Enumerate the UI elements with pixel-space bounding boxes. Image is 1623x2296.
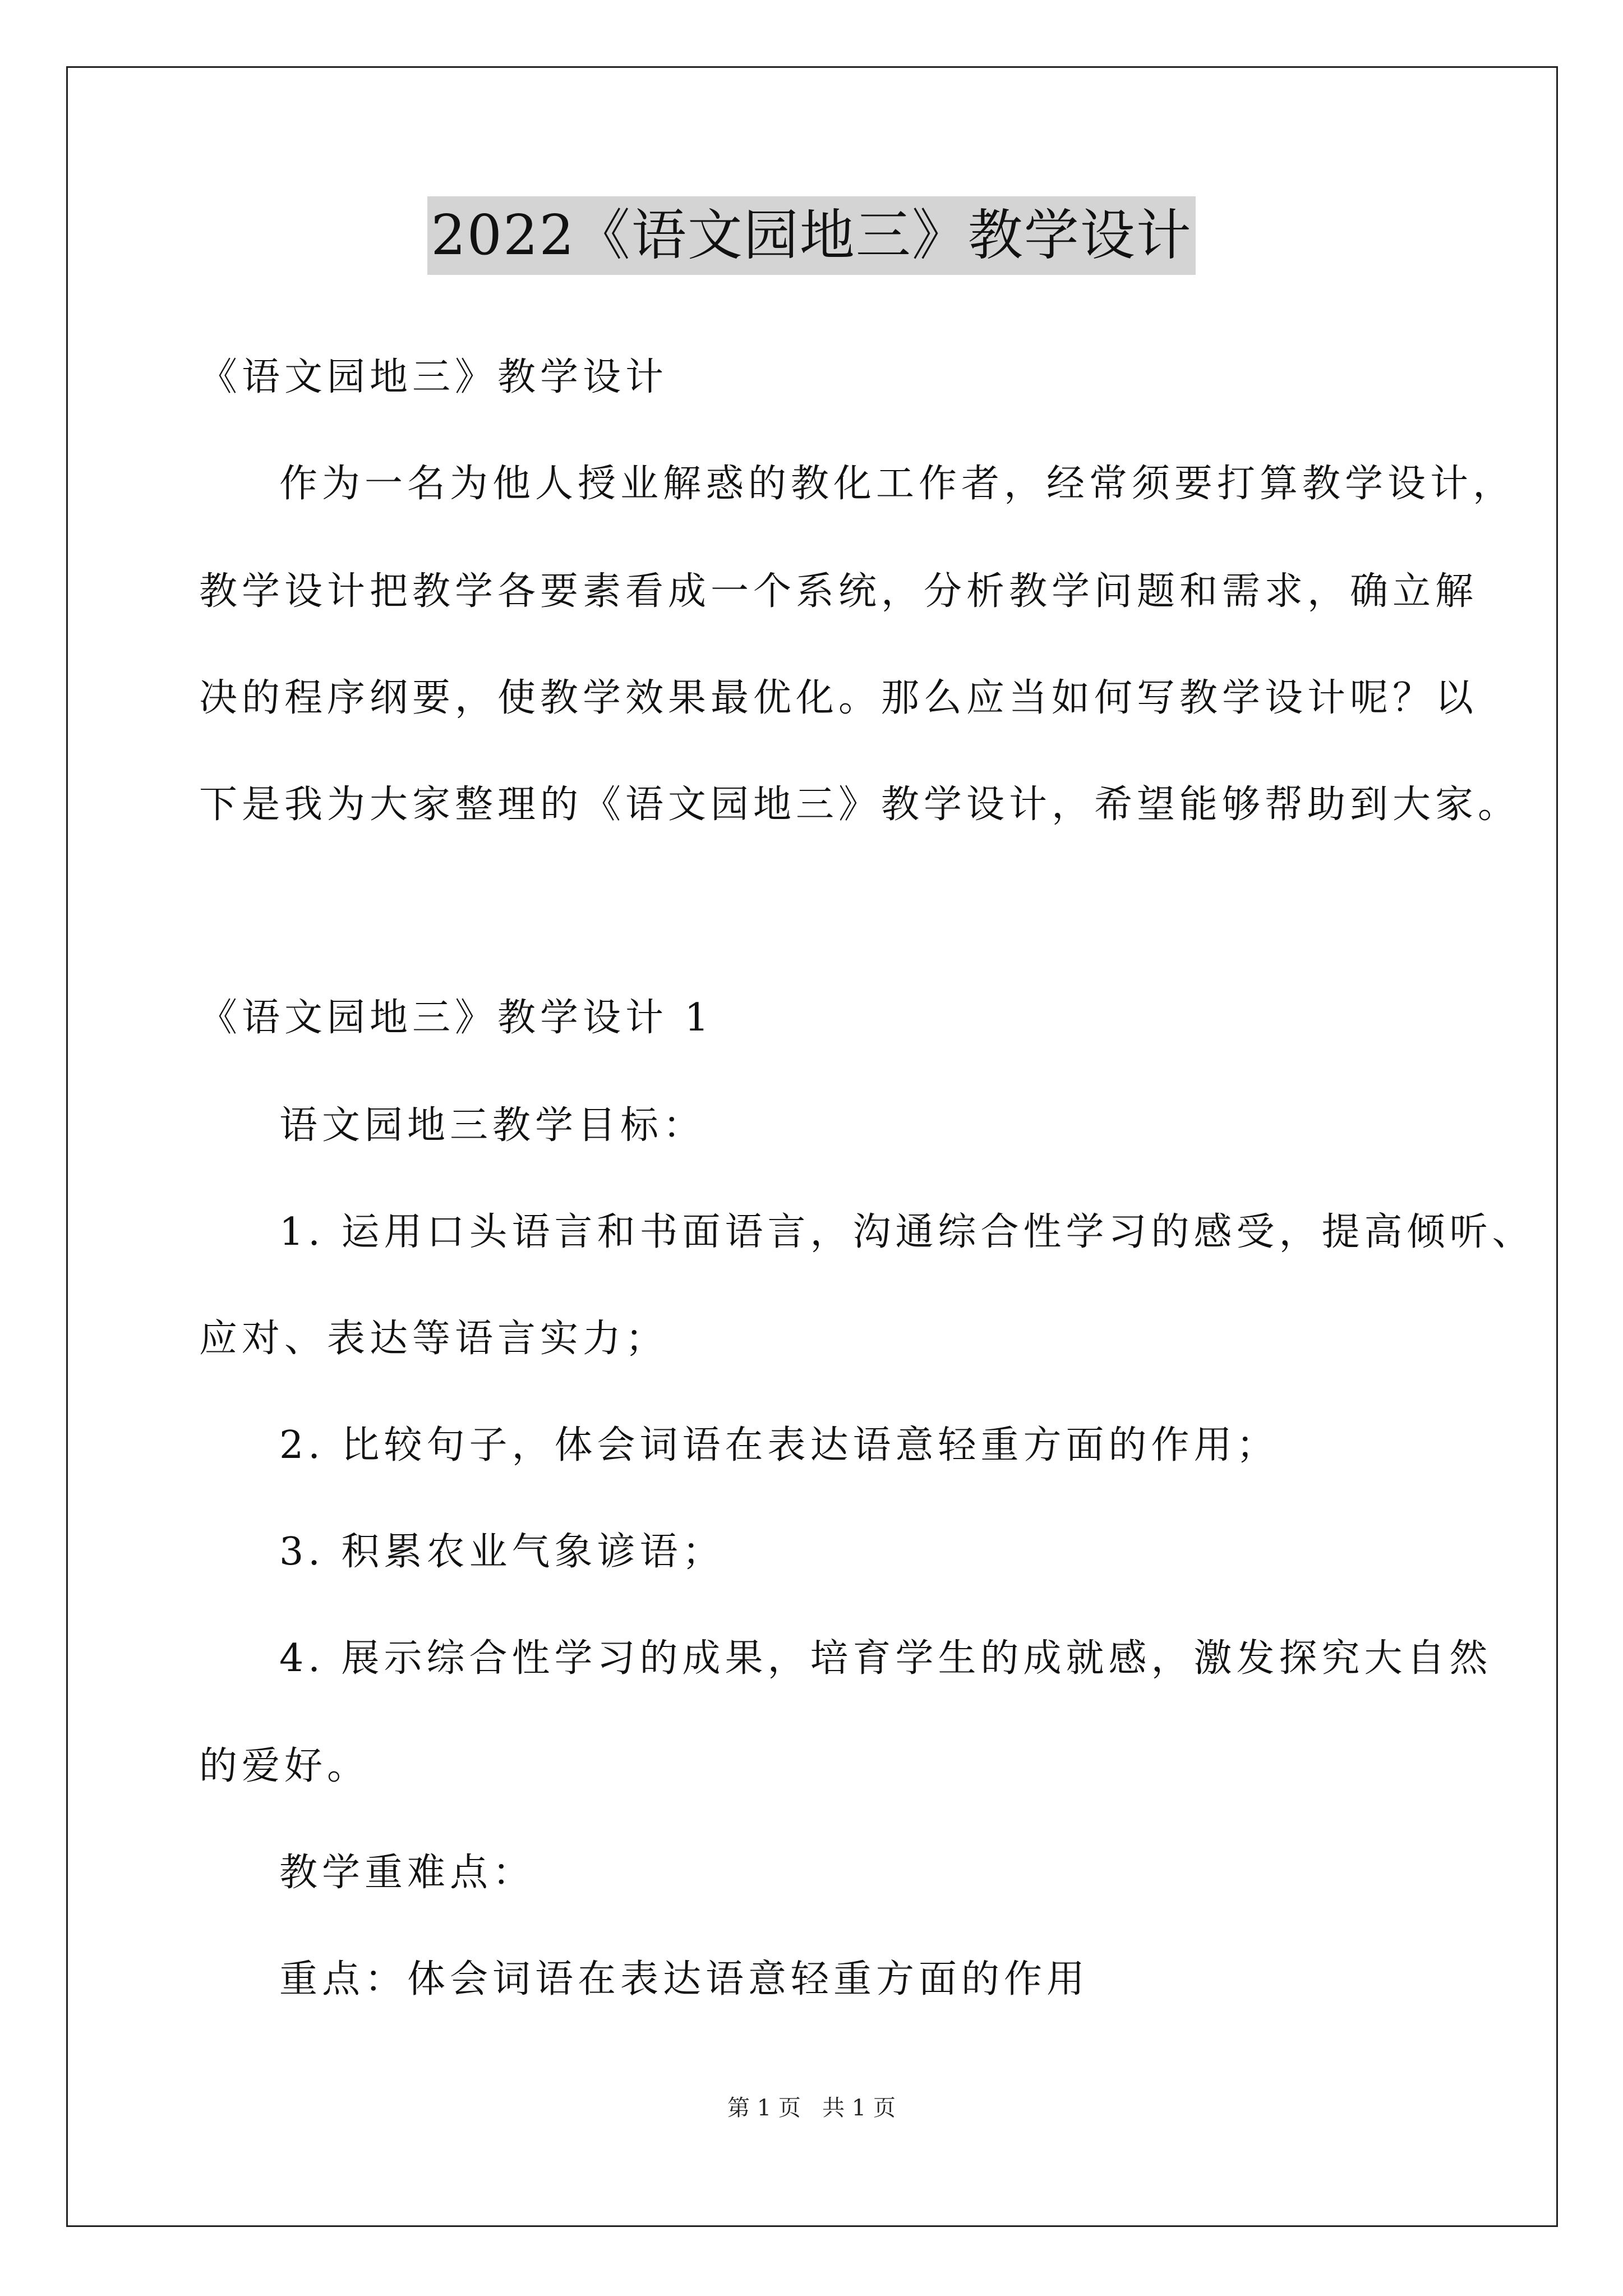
objective-1-line-2: 应对、表达等语言实力； <box>199 1317 668 1361</box>
objective-4-line-2: 的爱好。 <box>199 1744 370 1788</box>
document-title: 2022《语文园地三》教学设计 <box>427 196 1195 275</box>
objective-2: 2. 比较句子，体会词语在表达语意轻重方面的作用； <box>279 1423 1279 1467</box>
intro-line-2: 教学设计把教学各要素看成一个系统，分析教学问题和需求，确立解 <box>199 569 1478 614</box>
objectives-heading: 语文园地三教学目标： <box>279 1103 706 1148</box>
objective-3: 3. 积累农业气象谚语； <box>279 1530 725 1574</box>
subtitle-line: 《语文园地三》教学设计 <box>199 355 668 399</box>
page-footer: 第 1 页 共 1 页 <box>727 2095 896 2121</box>
objective-4-line-1: 4. 展示综合性学习的成果，培育学生的成就感，激发探究大自然 <box>279 1636 1492 1681</box>
title-container <box>0 196 1623 275</box>
section-heading-1: 《语文园地三》教学设计 1 <box>199 996 713 1040</box>
intro-line-1: 作为一名为他人授业解惑的教化工作者，经常须要打算教学设计， <box>279 462 1516 506</box>
key-point-line: 重点：体会词语在表达语意轻重方面的作用 <box>279 1957 1090 2001</box>
intro-line-4: 下是我为大家整理的《语文园地三》教学设计，希望能够帮助到大家。 <box>199 783 1521 827</box>
key-points-heading: 教学重难点： <box>279 1851 536 1895</box>
objective-1-line-1: 1. 运用口头语言和书面语言，沟通综合性学习的感受，提高倾听、 <box>279 1210 1535 1254</box>
intro-line-3: 决的程序纲要，使教学效果最优化。那么应当如何写教学设计呢？以 <box>199 676 1478 720</box>
